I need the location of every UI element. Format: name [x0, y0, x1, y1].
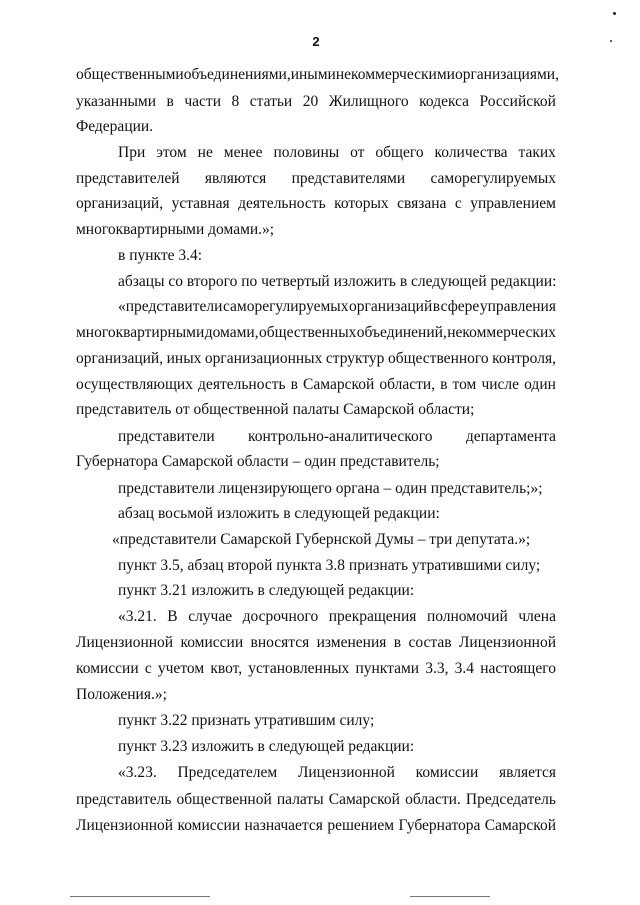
word: представителями	[291, 170, 406, 187]
word: организаций,	[76, 195, 164, 212]
text-line: пункт 3.22 признать утратившим силу;	[118, 712, 375, 729]
text-line	[118, 298, 556, 316]
word: Председателем	[177, 764, 278, 781]
word: представителей	[76, 170, 180, 187]
text-line: Федерации.	[76, 118, 154, 135]
word: том	[452, 376, 477, 393]
word: «3.23.	[118, 764, 157, 781]
word: «представители	[118, 298, 223, 315]
word: Российской	[479, 93, 556, 110]
word: с	[144, 660, 152, 677]
word: в	[440, 376, 448, 393]
word: 20	[302, 93, 319, 110]
text-line	[76, 350, 556, 368]
text-line: в пункте 3.4:	[118, 247, 203, 264]
word: Самарской	[484, 817, 556, 834]
word: осуществляющих	[76, 376, 193, 393]
word: решением	[327, 817, 395, 834]
word: в	[393, 634, 402, 651]
word: является	[499, 764, 556, 781]
word: кодекса	[419, 93, 470, 110]
page-number: 2	[312, 34, 320, 49]
word: этом	[156, 144, 187, 161]
word: структур	[325, 350, 385, 367]
word: комиссии	[76, 660, 139, 677]
text-line	[118, 144, 556, 162]
word: управления	[479, 298, 556, 315]
word: указанными	[76, 93, 157, 110]
word: общественного	[387, 350, 489, 367]
text-line	[76, 817, 556, 835]
word: случае	[188, 608, 233, 625]
text-line	[118, 764, 556, 782]
word: один	[524, 376, 556, 393]
word: от	[350, 144, 365, 161]
word: Лицензионной	[297, 764, 395, 781]
word: 3.3,	[425, 660, 449, 677]
text-line: представители лицензирующего органа – один представитель;»;	[118, 480, 543, 497]
word: организациями,	[454, 66, 559, 83]
word: деятельность	[198, 376, 286, 393]
word: в	[166, 93, 174, 110]
scan-speck	[610, 40, 612, 42]
word: квот,	[210, 660, 243, 677]
word: уставная	[171, 195, 230, 212]
word: департамента	[465, 428, 556, 445]
word: состав	[408, 634, 452, 651]
word: представители	[118, 428, 215, 445]
word: организаций,	[76, 350, 164, 367]
word: не	[197, 144, 213, 161]
text-line	[76, 791, 556, 809]
word: сфере	[440, 298, 480, 315]
word: пунктами	[355, 660, 420, 677]
scan-edge-line	[70, 896, 210, 897]
text-line: абзацы со второго по четвертый изложить в следующей редакции:	[118, 273, 557, 290]
word: При	[118, 144, 146, 161]
word: Жилищного	[328, 93, 409, 110]
word: комиссии	[177, 817, 241, 834]
text-line	[118, 608, 556, 626]
text-line: пункт 3.5, абзац второй пункта 3.8 признать утратившими силу;	[118, 557, 541, 574]
word: которых	[334, 195, 389, 212]
word: области,	[379, 376, 436, 393]
text-line	[76, 660, 556, 678]
word: прекращения	[328, 608, 417, 625]
word: связана	[397, 195, 447, 212]
text-line: пункт 3.21 изложить в следующей редакции:	[118, 582, 415, 599]
word: являются	[204, 170, 267, 187]
word: в	[290, 376, 298, 393]
word: Самарской	[303, 376, 375, 393]
word: изменения	[316, 634, 387, 651]
word: «3.21.	[118, 608, 157, 625]
word: объединениями,	[183, 66, 291, 83]
word: управлением	[470, 195, 556, 212]
word: таких	[518, 144, 556, 161]
word: иными	[290, 66, 336, 83]
text-line: представитель от общественной палаты Самарской области;	[76, 401, 475, 418]
word: саморегулируемых	[430, 170, 556, 187]
text-line: многоквартирными домами.»;	[76, 221, 275, 238]
word: комиссии	[180, 634, 244, 651]
word: Губернатора	[398, 817, 481, 834]
word: саморегулируемых	[222, 298, 349, 315]
word: Председатель	[465, 791, 556, 808]
text-line	[76, 93, 556, 111]
text-line: пункт 3.23 изложить в следующей редакции:	[118, 738, 415, 755]
word: числе	[481, 376, 520, 393]
scan-speck	[613, 12, 616, 15]
word: вносятся	[250, 634, 310, 651]
word: контроля,	[492, 350, 556, 367]
word: объединений,	[356, 324, 447, 341]
word: общественной	[176, 791, 272, 808]
word: области.	[405, 791, 461, 808]
word: общественными	[76, 66, 184, 83]
word: Лицензионной	[76, 817, 174, 834]
word: части	[184, 93, 221, 110]
text-line	[76, 324, 556, 342]
word: настоящего	[480, 660, 556, 677]
word: иных	[166, 350, 202, 367]
scan-edge-line	[410, 896, 490, 897]
word: в	[432, 298, 441, 315]
word: палаты	[276, 791, 324, 808]
word: некоммерческими	[335, 66, 455, 83]
text-line	[76, 376, 556, 394]
word: В	[167, 608, 178, 625]
text-line	[118, 428, 556, 446]
word: с	[454, 195, 462, 212]
text-line	[76, 66, 559, 84]
word: организаций	[349, 298, 433, 315]
word: полномочий	[426, 608, 508, 625]
word: Лицензионной	[76, 634, 174, 651]
word: учетом	[157, 660, 205, 677]
text-line: абзац восьмой изложить в следующей редакции:	[118, 505, 440, 522]
word: общественных	[259, 324, 357, 341]
word: половины	[273, 144, 340, 161]
text-line: Положения.»;	[76, 686, 167, 703]
word: представитель	[76, 791, 172, 808]
word: организационных	[204, 350, 323, 367]
word: досрочного	[242, 608, 319, 625]
word: многоквартирными	[76, 324, 205, 341]
word: члена	[518, 608, 556, 625]
text-line	[76, 195, 556, 213]
word: комиссии	[415, 764, 479, 781]
word: 3.4	[454, 660, 475, 677]
word: Лицензионной	[458, 634, 556, 651]
word: деятельность	[238, 195, 326, 212]
word: общего	[375, 144, 424, 161]
word: количества	[434, 144, 508, 161]
word: менее	[223, 144, 263, 161]
word: 8	[231, 93, 240, 110]
word: некоммерческих	[447, 324, 556, 341]
word: статьи	[249, 93, 293, 110]
word: Самарской	[328, 791, 400, 808]
word: контрольно-аналитического	[247, 428, 433, 445]
text-line	[76, 634, 556, 652]
text-line	[76, 170, 556, 188]
text-line: «представители Самарской Губернской Думы – три депутата.»;	[112, 531, 531, 548]
word: установленных	[248, 660, 350, 677]
word: домами,	[204, 324, 259, 341]
text-line: Губернатора Самарской области – один представитель;	[76, 453, 440, 470]
word: назначается	[244, 817, 323, 834]
